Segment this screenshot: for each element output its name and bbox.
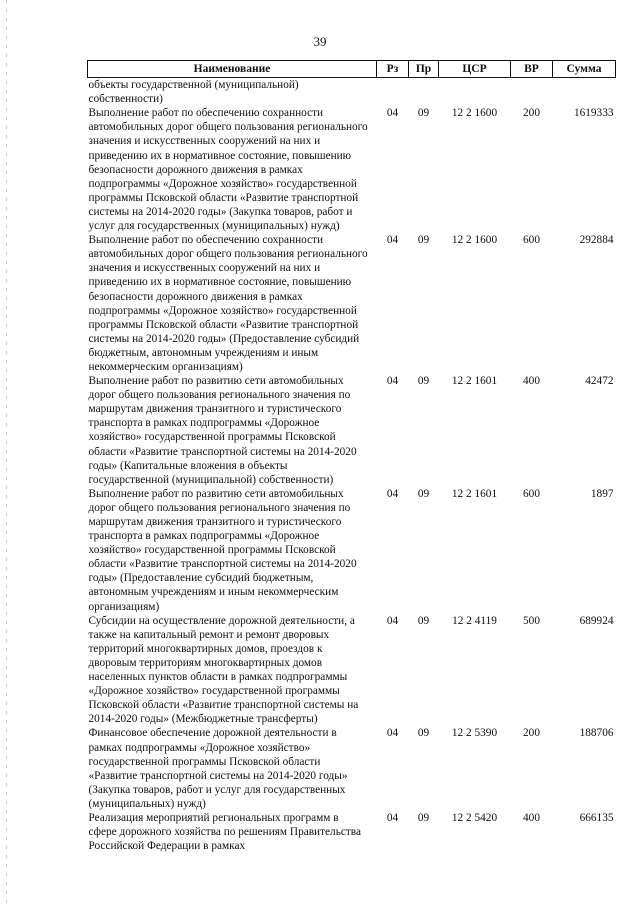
row-name: Выполнение работ по обеспечению сохранности автомобильных дорог общего пользования регионального значения и искусственных сооружений на них и приведению их в нормативное состояние, повышению безопасности дорожного движения в рамках подпрограммы «Дорожное хозяйство» государственной программы Псковской области «Развитие транспортной системы на 2014-2020 годы» (Предоставление субсидий бюджетным, автономным учреждениям и иным некоммерческим организациям) <box>88 234 368 373</box>
row-csr: 12 2 4119 <box>452 614 497 627</box>
row-vr: 400 <box>523 811 540 824</box>
row-vr <box>511 78 553 107</box>
row-rz: 04 <box>386 487 399 500</box>
row-vr: 600 <box>523 487 540 500</box>
table-row <box>88 106 616 233</box>
row-name: Финансовое обеспечение дорожной деятельности в рамках подпрограммы «Дорожное хозяйство» государственной программы Псковской области «Развитие транспортной системы на 2014-2020 годы» (Закупка товаров, работ и услуг для государственных (муниципальных) нужд) <box>88 727 348 810</box>
row-csr: 12 2 1600 <box>451 107 498 120</box>
table-row <box>88 374 616 487</box>
row-rz: 04 <box>386 234 399 247</box>
row-pr: 09 <box>417 487 430 500</box>
header-pr: Пр <box>409 61 439 78</box>
header-rz: Рз <box>377 61 409 78</box>
row-name: Выполнение работ по развитию сети автомобильных дорог общего пользования регионального значения по маршрутам движения транзитного и туристического транспорта в рамках подпрограммы «Дорожное хозяйство» государственной программы Псковской области «Развитие транспортной системы на 2014-2020 годы» (Капитальные вложения в объекты государственной (муниципальной) собственности) <box>88 375 357 486</box>
header-name: Наименование <box>88 61 377 78</box>
row-sum: 292884 <box>579 234 614 247</box>
table-row <box>88 233 616 374</box>
row-rz: 04 <box>386 375 399 388</box>
row-name: Выполнение работ по развитию сети автомобильных дорог общего пользования регионального значения по маршрутам движения транзитного и туристического транспорта в рамках подпрограммы «Дорожное хозяйство» государственной программы Псковской области «Развитие транспортной системы на 2014-2020 годы» (Предоставление субсидий бюджетным, автономным учреждениям и иным некоммерческим организациям) <box>88 487 357 613</box>
row-rz: 04 <box>386 614 399 627</box>
row-name: Выполнение работ по обеспечению сохранности автомобильных дорог общего пользования регионального значения и искусственных сооружений на них и приведению их в нормативное состояние, повышению безопасности дорожного движения в рамках подпрограммы «Дорожное хозяйство» государственной программы Псковской области «Развитие транспортной системы на 2014-2020 годы» (Закупка товаров, работ и услуг для государственных (муниципальных) нужд) <box>88 107 368 233</box>
row-vr: 200 <box>523 107 540 120</box>
header-csr: ЦСР <box>439 61 511 78</box>
row-pr <box>409 78 439 107</box>
row-sum: 666135 <box>579 811 614 824</box>
row-pr: 09 <box>417 811 430 824</box>
row-sum: 1619333 <box>573 107 614 120</box>
row-pr: 09 <box>417 727 430 740</box>
row-csr: 12 2 1601 <box>451 487 498 500</box>
row-name: Субсидии на осуществление дорожной деятельности, а также на капитальный ремонт и ремонт дворовых территорий многоквартирных домов, проездов к дворовым территориям многоквартирных домов населенных пунктов области в рамках подпрограммы «Дорожное хозяйство» государственной программы Псковской области «Развитие транспортной системы на 2014-2020 годы» (Межбюджетные трансферты) <box>88 614 359 726</box>
row-rz <box>377 78 409 107</box>
row-csr: 12 2 5390 <box>451 727 498 740</box>
row-sum: 689924 <box>579 614 614 627</box>
header-vr: ВР <box>511 61 553 78</box>
page-number: 39 <box>313 34 327 49</box>
row-pr: 09 <box>417 107 430 120</box>
table-header <box>88 61 616 78</box>
row-pr: 09 <box>417 234 430 247</box>
row-vr: 200 <box>523 727 540 740</box>
scan-margin-line <box>6 0 7 905</box>
table-row <box>88 614 616 727</box>
table-row <box>88 726 616 811</box>
row-pr: 09 <box>417 614 430 627</box>
header-row <box>88 61 616 78</box>
header-sum: Сумма <box>553 61 616 78</box>
row-csr <box>439 78 511 107</box>
row-sum: 188706 <box>579 727 614 740</box>
row-rz: 04 <box>386 107 399 120</box>
row-vr: 400 <box>523 375 540 388</box>
table-row <box>88 811 616 853</box>
table-row <box>88 78 616 107</box>
table-row <box>88 487 616 614</box>
row-rz: 04 <box>386 727 399 740</box>
row-sum <box>553 78 616 107</box>
row-sum: 1897 <box>590 487 614 500</box>
row-name: Реализация мероприятий региональных программ в сфере дорожного хозяйства по решениям Правительства Российской Федерации в рамках <box>88 811 361 853</box>
row-name: объекты государственной (муниципальной) собственности) <box>88 79 299 106</box>
row-vr: 500 <box>523 614 540 627</box>
budget-table <box>87 60 616 853</box>
table-body <box>88 78 616 854</box>
row-pr: 09 <box>417 375 430 388</box>
row-csr: 12 2 5420 <box>451 811 498 824</box>
row-rz: 04 <box>386 811 399 824</box>
row-csr: 12 2 1601 <box>451 375 498 388</box>
row-csr: 12 2 1600 <box>451 234 498 247</box>
row-vr: 600 <box>523 234 540 247</box>
row-sum: 42472 <box>585 375 614 388</box>
